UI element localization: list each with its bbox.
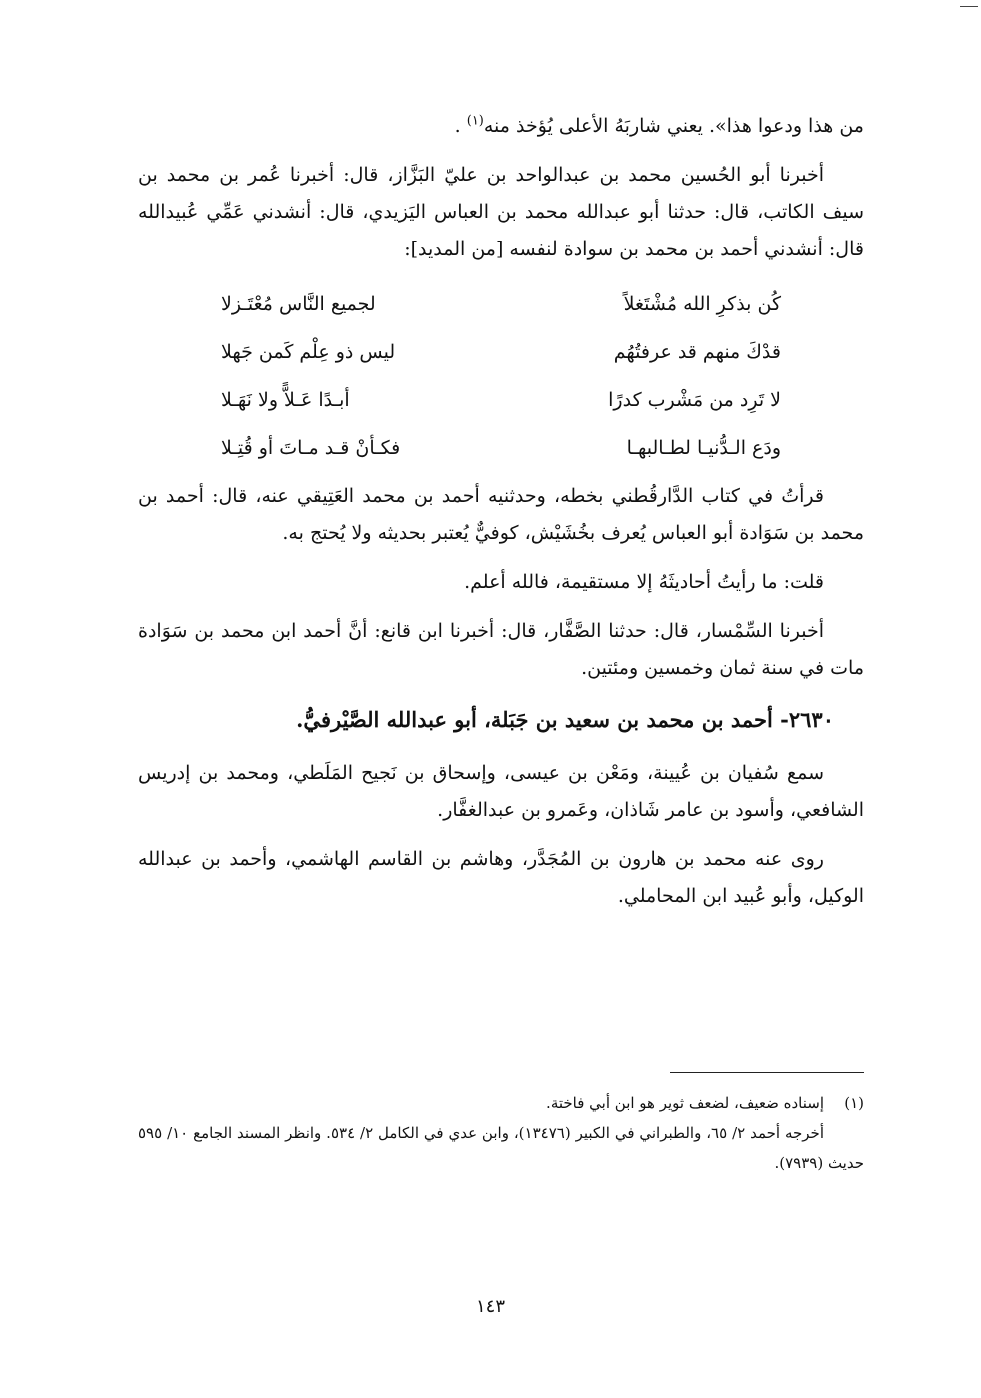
verse-first-hemistich: كُن بذكرِ الله مُشْتَغلاً (623, 293, 781, 315)
paragraph-teachers: سمع سُفيان بن عُيينة، ومَعْن بن عيسى، وإسحاق بن نَجيح المَلَطي، ومحمد بن إدريس الشافعي، وأسود بن عامر شَاذان، وعَمرو بن عبدالغفَّار. (138, 762, 864, 821)
paragraph-daraqutni: قرأتُ في كتاب الدَّارقُطني بخطه، وحدثنيه أحمد بن محمد العَتِيقي عنه، قال: أحمد بن محمد بن سَوَادة أبو العباس يُعرف بخُشَيْش، كوفيٌّ يُعتبر بحديثه ولا يُحتج به. (138, 485, 864, 544)
poem-verse (221, 376, 781, 424)
footnote-continuation: أخرجه أحمد ٢/ ٦٥، والطبراني في الكبير (١٣٤٧٦)، وابن عدي في الكامل ٢/ ٥٣٤. وانظر المسند الجامع ١٠/ ٥٩٥ حديث (٧٩٣٩). (138, 1124, 864, 1172)
poem-verse (221, 280, 781, 328)
verse-second-hemistich: أبـدًا عَـلاًّ ولا نَهَـلا (221, 389, 350, 411)
paragraph-comment: قلت: ما رأيتُ أحاديثَهُ إلا مستقيمة، فالله أعلم. (464, 571, 824, 593)
scan-edge-mark (960, 6, 978, 7)
verse-second-hemistich: فكـأنْ قـد مـاتَ أو قُتِـلا (221, 437, 401, 459)
paragraph-students: روى عنه محمد بن هارون بن المُجَدَّر، وهاشم بن القاسم الهاشمي، وأحمد بن عبدالله الوكيل، وأبو عُبيد ابن المحاملي. (138, 848, 864, 907)
verse-first-hemistich: قدْكَ منهم قد عرفتُهُم (613, 341, 781, 363)
poem (221, 280, 781, 472)
footnote-separator (670, 1072, 864, 1073)
verse-first-hemistich: ودَع الـدُّنيـا لطـالبهـا (626, 437, 781, 459)
paragraph-death-date: أخبرنا السِّمْسار، قال: حدثنا الصَّفَّار، قال: أخبرنا ابن قانع: أنَّ أحمد ابن محمد بن سَوَادة مات في سنة ثمان وخمسين ومئتين. (138, 620, 864, 679)
footnote-number: (١) (844, 1094, 864, 1112)
continuation-line (138, 108, 864, 145)
page-number: ١٤٣ (475, 1296, 505, 1317)
continuation-end: . (454, 115, 467, 137)
footnote-1 (138, 1088, 864, 1118)
verse-second-hemistich: ليس ذو عِلْم كَمن جَهلا (221, 341, 396, 363)
footnotes (138, 1088, 864, 1178)
poem-verse (221, 328, 781, 376)
paragraph-isnad: أخبرنا أبو الحُسين محمد بن عبدالواحد بن عليّ البَزَّاز، قال: أخبرنا عُمر بن محمد بن سيف الكاتب، قال: حدثنا أبو عبدالله محمد بن العباس اليَزيدي، قال: أنشدني عَمِّي عُبيدالله قال: أنشدني أحمد بن محمد بن سوادة لنفسه [من المديد]: (138, 164, 864, 260)
verse-first-hemistich: لا تَرِد من مَشْرب كدرًا (608, 389, 781, 411)
page-body (138, 108, 864, 927)
continuation-text: من هذا ودعوا هذا». يعني شاربَهُ الأعلى يُؤخذ منه (483, 115, 864, 137)
verse-second-hemistich: لجميع النَّاس مُعْتَـزلا (221, 293, 376, 315)
entry-heading: ٢٦٣٠- أحمد بن محمد بن سعيد بن جَبَلة، أبو عبدالله الصَّيْرفيُّ. (296, 707, 834, 732)
footnote-reference: (١) (466, 113, 484, 129)
footnote-text: إسناده ضعيف، لضعف ثوير هو ابن أبي فاختة. (546, 1094, 824, 1112)
poem-verse (221, 424, 781, 472)
